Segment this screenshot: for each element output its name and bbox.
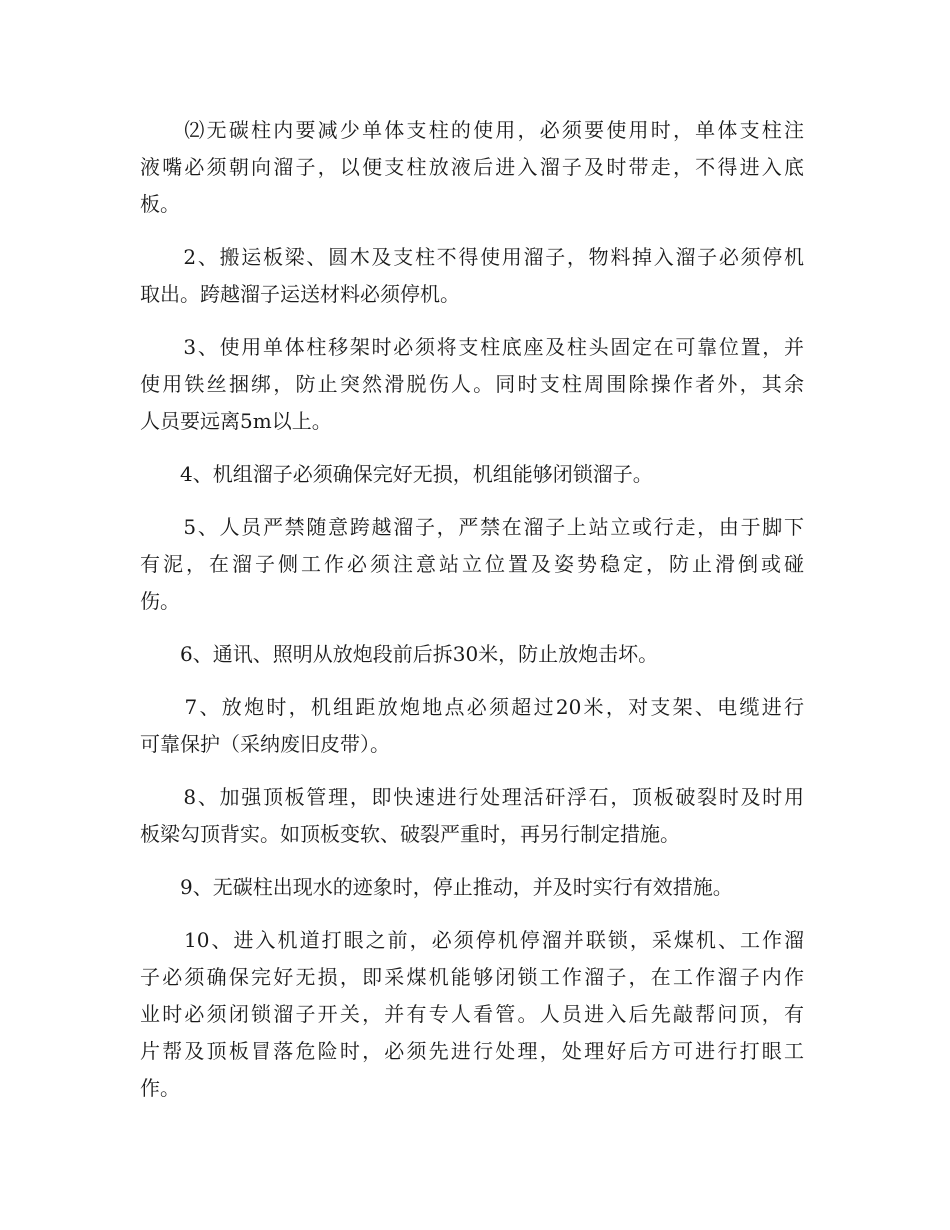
text-line: 3、使用单体柱移架时必须将支柱底座及柱头固定在可靠位置，并 (140, 335, 804, 359)
text-line: 使用铁丝捆绑，防止突然滑脱伤人。同时支柱周围除操作者外，其余 (140, 372, 804, 396)
paragraph (140, 922, 804, 1107)
paragraph (140, 329, 804, 440)
text-line: 可靠保护（采纳废旧皮带）。 (140, 732, 390, 756)
text-line: 4、机组溜子必须确保完好无损，机组能够闭锁溜子。 (140, 462, 653, 486)
text-line: 业时必须闭锁溜子开关，并有专人看管。人员进入后先敲帮问顶，有 (140, 1002, 804, 1026)
paragraph (140, 509, 804, 620)
text-line: ⑵无碳柱内要减少单体支柱的使用，必须要使用时，单体支柱注 (140, 118, 804, 142)
text-line: 8、加强顶板管理，即快速进行处理活矸浮石，顶板破裂时及时用 (140, 785, 804, 809)
text-line: 9、无碳柱出现水的迹象时，停止推动，并及时实行有效措施。 (140, 875, 733, 899)
text-line: 10、进入机道打眼之前，必须停机停溜并联锁，采煤机、工作溜 (140, 928, 804, 952)
paragraph (140, 456, 804, 493)
paragraph (140, 112, 804, 223)
document-page (140, 112, 804, 1123)
text-line: 片帮及顶板冒落危险时，必须先进行处理，处理好后方可进行打眼工 (140, 1039, 804, 1063)
text-line: 液嘴必须朝向溜子，以便支柱放液后进入溜子及时带走，不得进入底 (140, 155, 804, 179)
paragraph (140, 239, 804, 313)
paragraph (140, 869, 804, 906)
text-line: 5、人员严禁随意跨越溜子，严禁在溜子上站立或行走，由于脚下 (140, 515, 804, 539)
paragraph (140, 779, 804, 853)
paragraph (140, 689, 804, 763)
text-line: 子必须确保完好无损，即采煤机能够闭锁工作溜子，在工作溜子内作 (140, 965, 804, 989)
text-line: 伤。 (140, 589, 180, 613)
text-line: 人员要远离5m以上。 (140, 409, 332, 433)
text-line: 作。 (140, 1076, 180, 1100)
text-line: 板。 (140, 192, 180, 216)
text-line: 有泥，在溜子侧工作必须注意站立位置及姿势稳定，防止滑倒或碰 (140, 552, 804, 576)
text-line: 板梁勾顶背实。如顶板变软、破裂严重时，再另行制定措施。 (140, 822, 680, 846)
paragraph (140, 636, 804, 673)
text-line: 6、通讯、照明从放炮段前后拆30米，防止放炮击坏。 (140, 642, 659, 666)
text-line: 7、放炮时，机组距放炮地点必须超过20米，对支架、电缆进行 (140, 695, 804, 719)
text-line: 2、搬运板梁、圆木及支柱不得使用溜子，物料掉入溜子必须停机 (140, 245, 804, 269)
text-line: 取出。跨越溜子运送材料必须停机。 (140, 282, 460, 306)
